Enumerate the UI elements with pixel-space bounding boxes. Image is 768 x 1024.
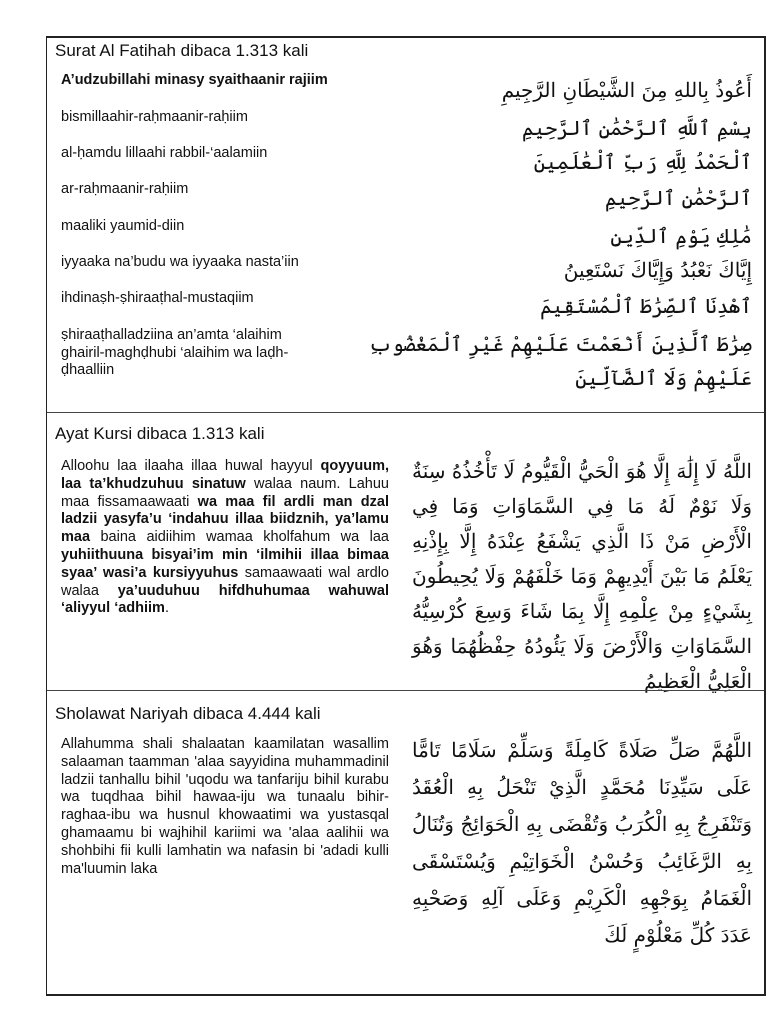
section-divider — [47, 690, 764, 691]
kursi-arabic: اللَّهُ لَا إِلَٰهَ إِلَّا هُوَ الْحَيُّ الْقَيُّومُ لَا تَأْخُذُهُ سِنَةٌ وَلَا نَوْمٌ لَهُ مَا فِي السَّمَاوَاتِ وَمَا فِي الْأَرْضِ مَنْ ذَا الَّذِي يَشْفَعُ عِنْدَهُ إِلَّا بِإِذْنِهِ يَعْلَمُ مَا بَيْنَ أَيْدِيهِمْ وَمَا خَلْفَهُمْ وَلَا يُحِيطُونَ بِشَيْءٍ مِنْ عِلْمِهِ إِلَّا بِمَا شَاءَ وَسِعَ كُرْسِيُّهُ السَّمَاوَاتِ وَالْأَرْضَ وَلَا يَئُودُهُ حِفْظُهُمَا وَهُوَ الْعَلِيُّ الْعَظِيمُ — [412, 459, 752, 693]
kursi-title: Ayat Kursi dibaca 1.313 kali — [55, 424, 265, 443]
fatihah-latin-line: ihdinaṣh-ṣhiraaṭhal-mustaqiim — [61, 290, 254, 306]
fatihah-latin-line: ar-raḥmaanir-raḥiim — [61, 181, 189, 197]
fatihah-arabic-line: أَعُوذُ بِاللهِ مِنَ الشَّيْطَانِ الرَّجِيمِ — [501, 78, 752, 102]
fatihah-arabic-line: ٱلْحَمْدُ لِلَّهِ رَبِّ ٱلْعَٰلَمِينَ — [533, 150, 752, 174]
fatihah-latin-line: ghairil-maghḍhubi ‘alaihim wa laḍh- — [61, 345, 289, 361]
fatihah-arabic-line: بِسْمِ ٱللَّهِ ٱلرَّحْمَٰنِ ٱلرَّحِيمِ — [521, 116, 752, 140]
fatihah-latin-line: A’udzubillahi minasy syaithaanir rajiim — [61, 72, 328, 88]
nariyah-arabic: اللَّهُمَّ صَلِّ صَلَاةً كَامِلَةً وَسَلِّمْ سَلَامًا تَامًّا عَلَى سَيِّدِنَا مُحَمَّدٍ الَّذِيْ تَنْحَلُ بِهِ الْعُقَدُ وَتَنْفَرِجُ بِهِ الْكُرَبُ وَتُقْضَى بِهِ الْحَوَائِجُ وَتُنَالُ بِهِ الرَّغَائِبُ وَحُسْنُ الْخَوَاتِيْمِ وَيُسْتَسْقَى الْغَمَامُ بِوَجْهِهِ الْكَرِيْمِ وَعَلَى آلِهِ وَصَحْبِهِ عَدَدَ كُلِّ مَعْلُوْمٍ لَكَ — [412, 738, 752, 947]
section-divider — [47, 412, 764, 413]
fatihah-latin-line: ḍhaalliin — [61, 362, 115, 378]
fatihah-latin-line: iyyaaka na’budu wa iyyaaka nasta’iin — [61, 254, 299, 270]
fatihah-arabic-line: ٱهْدِنَا ٱلصِّرَٰطَ ٱلْمُسْتَقِيمَ — [540, 294, 752, 318]
kursi-latin-segment: yuhiithuuna bisyai’im min ‘ilmihii illaa bimaa syaa’ wasi’a kursiyyuhus — [61, 546, 389, 581]
kursi-latin-segment: . — [164, 600, 169, 617]
fatihah-latin-line: al-ḥamdu lillaahi rabbil-‘aalamiin — [61, 145, 268, 161]
nariyah-title: Sholawat Nariyah dibaca 4.444 kali — [55, 704, 321, 723]
document-frame — [46, 36, 766, 996]
fatihah-arabic-line: ٱلرَّحْمَٰنِ ٱلرَّحِيمِ — [605, 186, 752, 210]
kursi-latin-segment: samaawaati wal ardlo walaa — [61, 564, 389, 599]
kursi-latin-segment: baina aidiihim wamaa kholfahum wa laa — [90, 529, 389, 546]
fatihah-latin-line: bismillaahir-raḥmaanir-raḥiim — [61, 109, 248, 125]
fatihah-arabic-line: إِيَّاكَ نَعْبُدُ وَإِيَّاكَ نَسْتَعِينُ — [563, 258, 752, 282]
kursi-latin-segment: Alloohu laa ilaaha illaa huwal hayyul — [61, 458, 321, 474]
fatihah-arabic-line: مَٰلِكِ يَوْمِ ٱلدِّينِ — [610, 224, 752, 248]
kursi-latin-segment: ya’uuduhuu hifdhuhumaa wahuwal ‘aliyyul ‘adhiim — [61, 582, 389, 617]
nariyah-latin: Allahumma shali shalaatan kaamilatan wasallim salaaman taamman 'alaa sayyidina muhammadinil ladzii tanhallu bihil 'uqodu wa tanfariju bihil kurabu wa tuqdhaa bihil hawaa-iju wa tunaalu bihir-raghaa-ibu wa husnul khowaatimi wa yustasqal ghamaamu bi wajhihil kariimi wa 'alaa aalihii wa shohbihi fii kulli lamhatin wa nafasin bi 'adadi kulli ma'luumin laka — [61, 736, 389, 877]
fatihah-arabic-line: عَلَيْهِمْ وَلَا ٱلضَّآلِّينَ — [575, 366, 752, 390]
kursi-latin-segment: qoyyuum, laa ta’khudzuhuu sinatuw — [61, 458, 389, 492]
fatihah-title: Surat Al Fatihah dibaca 1.313 kali — [55, 41, 309, 60]
fatihah-latin-line: maaliki yaumid-diin — [61, 218, 185, 234]
kursi-latin-segment: wa maa fil ardli man dzal ladzii yasyfa’u ‘indahuu illaa biidznih, ya’lamu maa — [61, 493, 390, 546]
fatihah-latin-line: ṣhiraaṭhalladziina an’amta ‘alaihim — [61, 327, 282, 343]
kursi-latin — [61, 458, 389, 618]
fatihah-arabic-line: صِرَٰطَ ٱلَّذِينَ أَنْعَمْتَ عَلَيْهِمْ غَيْرِ ٱلْمَغْضُوبِ — [368, 332, 752, 356]
kursi-latin-segment: walaa naum. Lahuu maa fissamaawaati — [61, 475, 390, 510]
